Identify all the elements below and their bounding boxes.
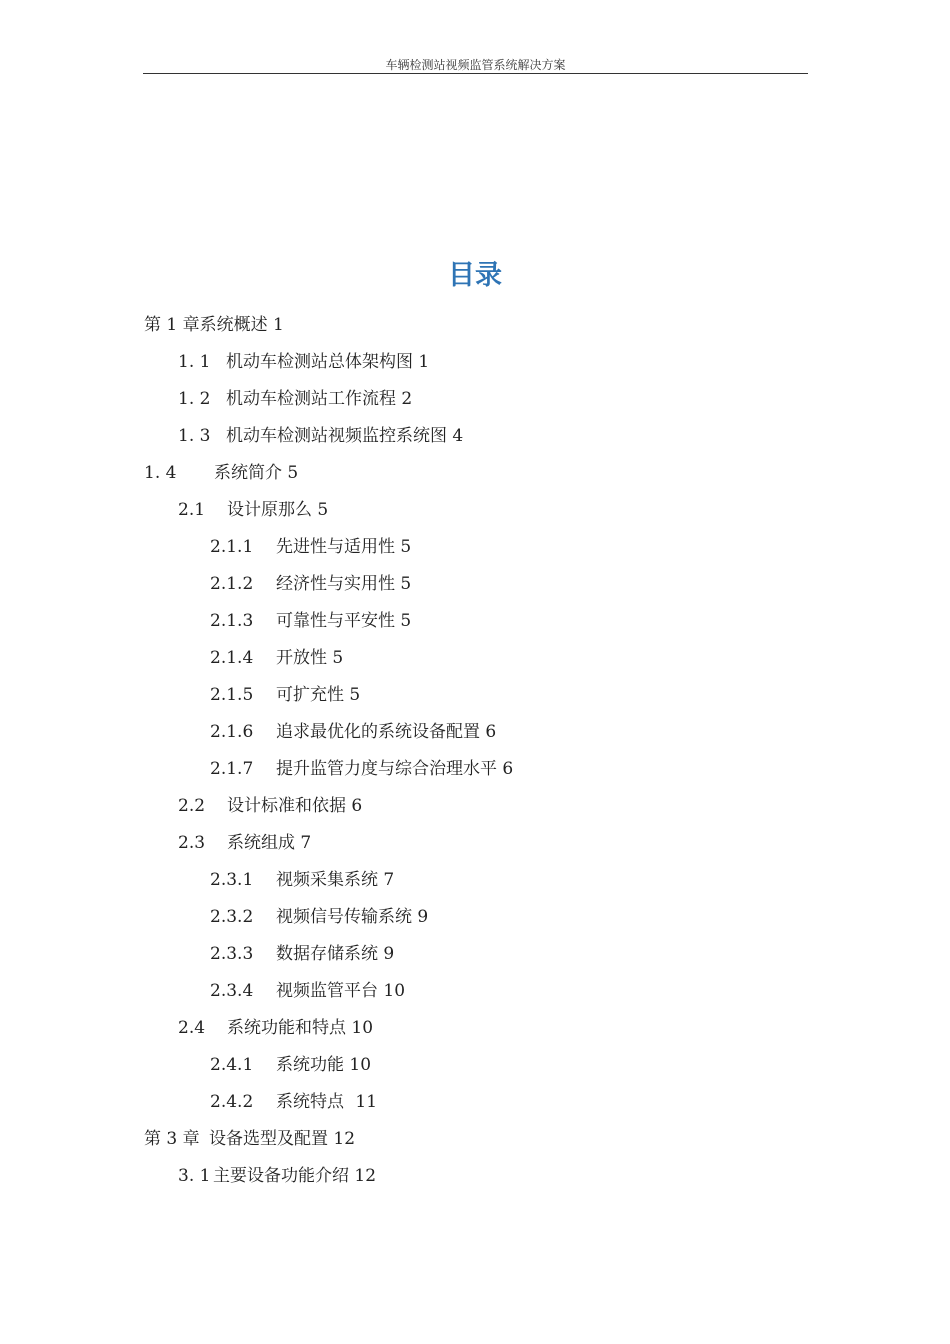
toc-entry-2-1[interactable]: 2.1 设计原那么 5: [178, 500, 329, 520]
toc-entry-chapter-1[interactable]: 第 1 章系统概述 1: [144, 315, 284, 335]
toc-entry-2-3-4[interactable]: 2.3.4 视频监管平台 10: [210, 981, 406, 1001]
header-text: 车辆检测站视频监管系统解决方案: [385, 58, 566, 72]
toc-entry-3-1[interactable]: 3. 1 主要设备功能介绍 12: [178, 1166, 377, 1186]
toc-entry-2-1-6[interactable]: 2.1.6 追求最优化的系统设备配置 6: [210, 722, 497, 742]
toc-entry-2-4-1[interactable]: 2.4.1 系统功能 10: [210, 1055, 372, 1075]
toc-entry-2-3-1[interactable]: 2.3.1 视频采集系统 7: [210, 870, 395, 890]
toc-entry-2-4-2[interactable]: 2.4.2 系统特点 11: [210, 1092, 378, 1112]
page-header: [143, 57, 808, 74]
toc-entry-2-1-5[interactable]: 2.1.5 可扩充性 5: [210, 685, 361, 705]
toc-entry-2-3[interactable]: 2.3 系统组成 7: [178, 833, 312, 853]
toc-entry-chapter-3[interactable]: 第 3 章 设备选型及配置 12: [144, 1129, 356, 1149]
toc-entry-1-3[interactable]: 1. 3 机动车检测站视频监控系统图 4: [178, 426, 464, 446]
toc-entry-2-1-7[interactable]: 2.1.7 提升监管力度与综合治理水平 6: [210, 759, 514, 779]
toc-entry-2-3-2[interactable]: 2.3.2 视频信号传输系统 9: [210, 907, 429, 927]
toc-entry-2-3-3[interactable]: 2.3.3 数据存储系统 9: [210, 944, 395, 964]
toc-entry-2-1-2[interactable]: 2.1.2 经济性与实用性 5: [210, 574, 412, 594]
toc-title: 目录: [448, 260, 502, 291]
toc-entry-2-1-4[interactable]: 2.1.4 开放性 5: [210, 648, 344, 668]
toc-entry-2-1-1[interactable]: 2.1.1 先进性与适用性 5: [210, 537, 412, 557]
toc-entry-2-1-3[interactable]: 2.1.3 可靠性与平安性 5: [210, 611, 412, 631]
toc-entry-1-2[interactable]: 1. 2 机动车检测站工作流程 2: [178, 389, 413, 409]
toc-entry-1-1[interactable]: 1. 1 机动车检测站总体架构图 1: [178, 352, 430, 372]
toc-entry-2-4[interactable]: 2.4 系统功能和特点 10: [178, 1018, 374, 1038]
toc-entry-1-4[interactable]: 1. 4 系统简介 5: [144, 463, 299, 483]
toc-entry-2-2[interactable]: 2.2 设计标准和依据 6: [178, 796, 363, 816]
